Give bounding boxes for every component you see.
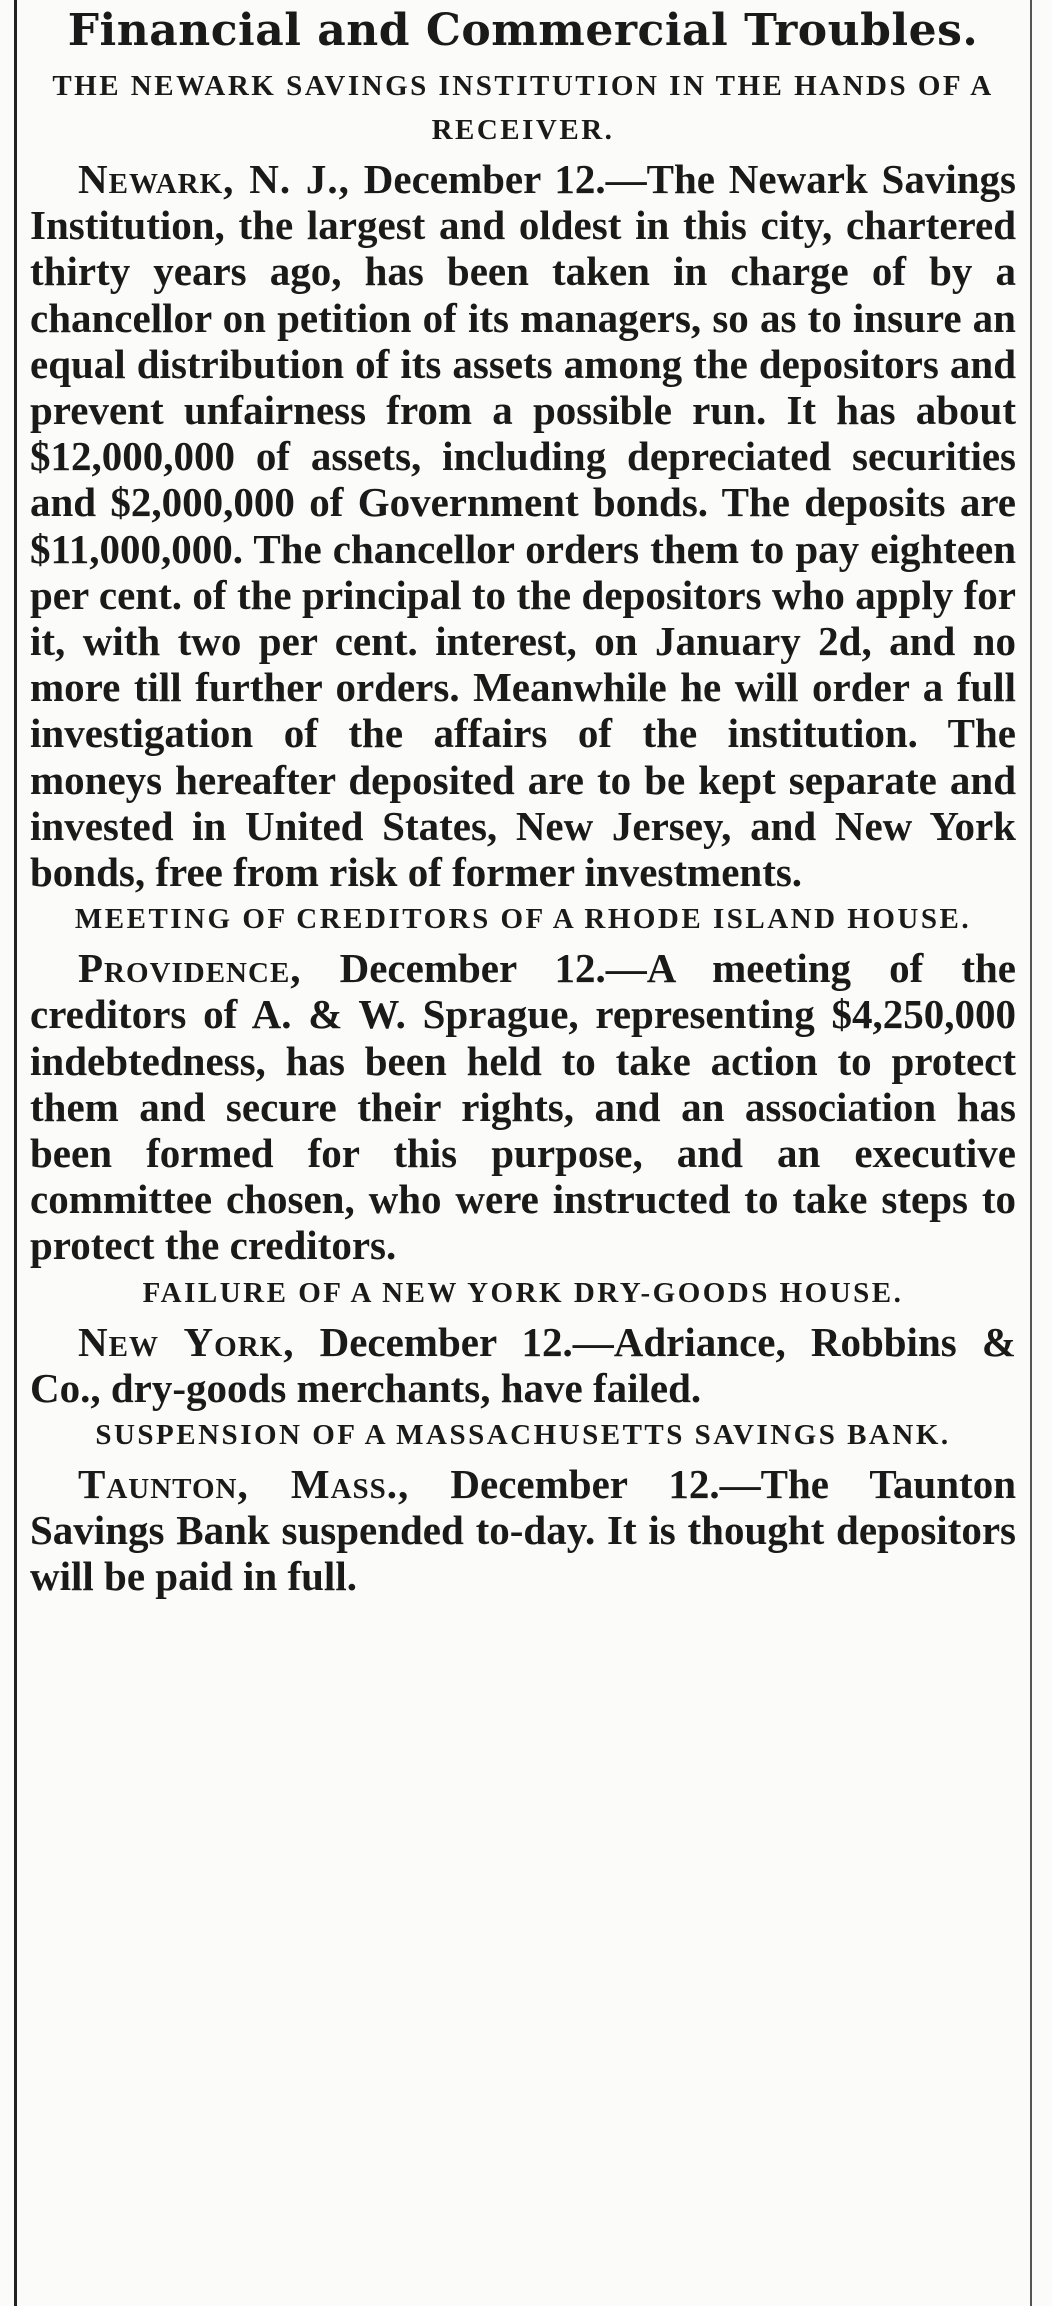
news-item-newark	[30, 64, 1016, 895]
section-text: December 12.—The Taunton Savings Bank suspended to-day. It is thought depositors will be paid in full.	[30, 1461, 1016, 1600]
column-rule-left	[14, 0, 17, 2306]
section-body	[30, 1319, 1016, 1411]
dateline-place: Newark, N. J.,	[78, 156, 350, 202]
section-subhead: THE NEWARK SAVINGS INSTITUTION IN THE HANDS OF A RECEIVER.	[52, 70, 994, 146]
dateline-place: Taunton, Mass.,	[78, 1461, 410, 1508]
article-column	[30, 2, 1016, 1602]
article-headline: Financial and Commercial Troubles.	[67, 5, 979, 56]
news-item-new-york	[30, 1271, 1016, 1411]
column-rule-right	[1030, 0, 1032, 2306]
section-text: December 12.—A meeting of the creditors of A. & W. Sprague, representing $4,250,000 indebtedness, has been held to take action to protect them and secure their rights, and an association has been formed for this purpose, and an executive committee chosen, who were instructed to take steps to protect the creditors.	[30, 945, 1016, 1269]
dateline-place: New York,	[78, 1318, 295, 1365]
section-body	[30, 1461, 1016, 1600]
news-item-taunton	[30, 1413, 1016, 1600]
section-subhead: FAILURE OF A NEW YORK DRY-GOODS HOUSE.	[142, 1276, 904, 1309]
news-item-providence	[30, 897, 1016, 1268]
section-body	[30, 945, 1016, 1268]
section-body	[30, 156, 1016, 895]
section-text: December 12.—Adriance, Robbins & Co., dry-goods merchants, have failed.	[30, 1318, 1016, 1411]
section-subhead: SUSPENSION OF A MASSACHUSETTS SAVINGS BANK.	[95, 1419, 951, 1452]
dateline-place: Providence,	[78, 945, 302, 992]
section-subhead: MEETING OF CREDITORS OF A RHODE ISLAND HOUSE.	[74, 903, 972, 936]
section-text: December 12.—The Newark Savings Institution, the largest and oldest in this city, chartered thirty years ago, has been taken in charge of by a chancellor on petition of its managers, so as to insure an equal distribution of its assets among the depositors and prevent unfairness from a possible run. It has about $12,000,000 of assets, including depreciated securities and $2,000,000 of Government bonds. The deposits are $11,000,000. The chancellor orders them to pay eighteen per cent. of the principal to the depositors who apply for it, with two per cent. interest, on January 2d, and no more till further orders. Meanwhile he will order a full investigation of the affairs of the institution. The moneys hereafter deposited are to be kept separate and invested in United States, New Jersey, and New York bonds, free from risk of former investments.	[30, 156, 1016, 896]
